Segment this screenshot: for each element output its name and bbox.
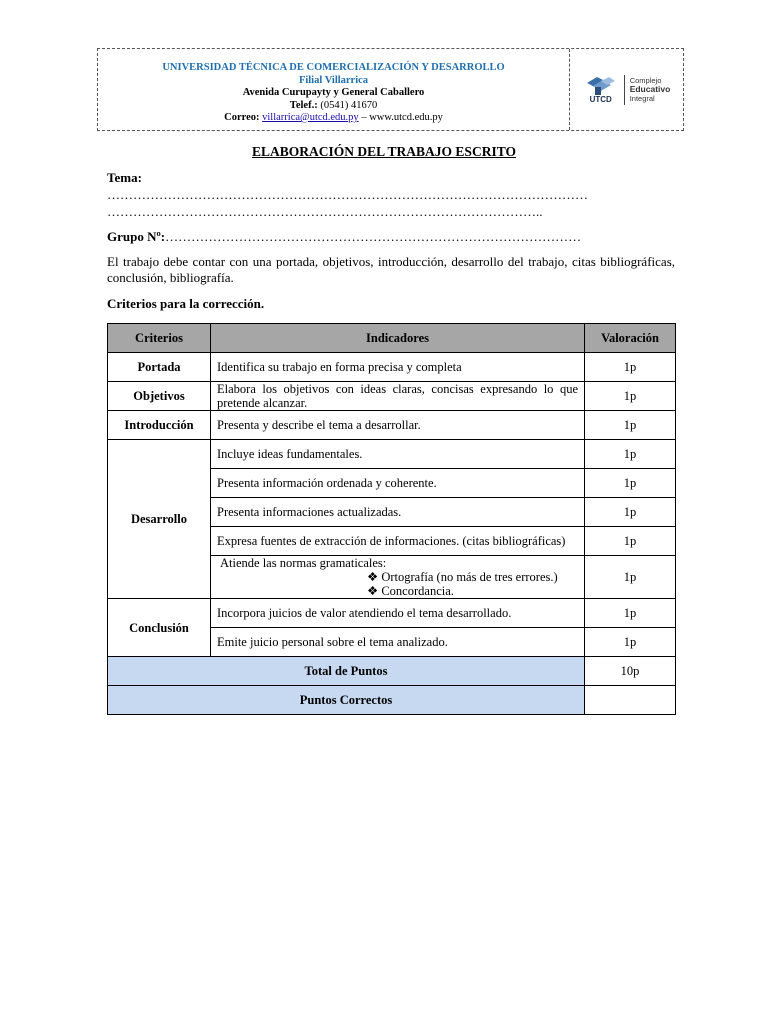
valor-cell: 1p (585, 527, 676, 556)
utcd-logo (570, 49, 683, 130)
total-value: 10p (585, 657, 676, 686)
bullet-item (217, 584, 578, 598)
valor-cell: 1p (585, 556, 676, 599)
table-header-row (108, 324, 676, 353)
bullet-item (217, 570, 578, 584)
valor-cell: 1p (585, 469, 676, 498)
total-row (108, 657, 676, 686)
email-line (98, 112, 569, 125)
valor-cell: 1p (585, 382, 676, 411)
table-row (108, 411, 676, 440)
indicador-cell: Identifica su trabajo en forma precisa y completa (211, 353, 585, 382)
indicador-cell: Presenta y describe el tema a desarrollar. (211, 411, 585, 440)
logo-name: UTCD (589, 95, 612, 104)
criterio-cell: Portada (108, 353, 211, 382)
bullet-diamond-icon: ❖ (367, 584, 379, 598)
criterio-cell: Objetivos (108, 382, 211, 411)
valor-cell: 1p (585, 498, 676, 527)
valor-cell: 1p (585, 353, 676, 382)
header-valoracion: Valoración (585, 324, 676, 353)
indicador-cell: Presenta información ordenada y coherente. (211, 469, 585, 498)
intro-paragraph: El trabajo debe contar con una portada, objetivos, introducción, desarrollo del trabajo, citas bibliográficas, conclusión, bibliografía. (107, 254, 675, 285)
email-label: Correo: (224, 112, 260, 123)
correct-value[interactable] (585, 686, 676, 715)
logo-caption (630, 76, 671, 103)
indicador-cell: Presenta informaciones actualizadas. (211, 498, 585, 527)
tema-dots-line1: ………………………………………………………………………………………………… (107, 187, 588, 202)
logo-cube-icon (583, 75, 619, 95)
logo-line2: Educativo (629, 84, 671, 94)
criterio-cell: Desarrollo (108, 440, 211, 599)
criteria-table (107, 323, 676, 715)
table-row (108, 382, 676, 411)
university-name: UNIVERSIDAD TÉCNICA DE COMERCIALIZACIÓN Y DESARROLLO (162, 62, 505, 73)
grupo-label: Grupo Nº: (107, 229, 166, 244)
indicador-cell: Incluye ideas fundamentales. (211, 440, 585, 469)
indicador-cell: Emite juicio personal sobre el tema analizado. (211, 628, 585, 657)
email-link[interactable]: villarrica@utcd.edu.py (262, 112, 359, 123)
table-row (108, 440, 676, 469)
tema-label: Tema: (107, 170, 142, 185)
criterio-cell: Introducción (108, 411, 211, 440)
header-indicadores: Indicadores (211, 324, 585, 353)
valor-cell: 1p (585, 599, 676, 628)
bullet-text: Ortografía (no más de tres errores.) (381, 570, 558, 584)
bullet-diamond-icon: ❖ (367, 570, 379, 584)
logo-line1: Complejo (629, 76, 662, 85)
indicador-text: Atiende las normas gramaticales: (220, 556, 387, 570)
total-label: Total de Puntos (108, 657, 585, 686)
logo-line3: Integral (629, 94, 655, 103)
header-text-block (98, 49, 570, 130)
correct-row (108, 686, 676, 715)
tema-dots-line2: ……………………………………………………………………………………….. (107, 204, 543, 219)
phone-label: Telef.: (289, 99, 318, 111)
document-title: ELABORACIÓN DEL TRABAJO ESCRITO (252, 144, 516, 159)
criteria-heading: Criterios para la corrección. (107, 296, 265, 311)
valor-cell: 1p (585, 440, 676, 469)
table-row (108, 599, 676, 628)
indicador-cell: Expresa fuentes de extracción de informaciones. (citas bibliográficas) (211, 527, 585, 556)
grupo-dots: …………………………………………………………………………………… (165, 229, 582, 244)
valor-cell: 1p (585, 411, 676, 440)
branch-name: Filial Villarrica (298, 74, 369, 86)
phone-line (98, 100, 569, 113)
bullet-text: Concordancia. (381, 584, 454, 598)
document-header (97, 48, 684, 131)
website: – www.utcd.edu.py (361, 112, 443, 123)
header-criterios: Criterios (108, 324, 211, 353)
logo-mark (583, 75, 619, 104)
indicador-cell: Elabora los objetivos con ideas claras, concisas expresando lo que pretende alcanzar. (211, 382, 585, 411)
table-row (108, 353, 676, 382)
phone-number: (0541) 41670 (320, 99, 378, 111)
logo-divider (624, 75, 625, 105)
grupo-line (107, 229, 581, 245)
valor-cell: 1p (585, 628, 676, 657)
indicador-cell: Incorpora juicios de valor atendiendo el tema desarrollado. (211, 599, 585, 628)
address: Avenida Curupayty y General Caballero (242, 87, 425, 98)
criterio-cell: Conclusión (108, 599, 211, 657)
indicador-cell (211, 556, 585, 599)
correct-label: Puntos Correctos (108, 686, 585, 715)
